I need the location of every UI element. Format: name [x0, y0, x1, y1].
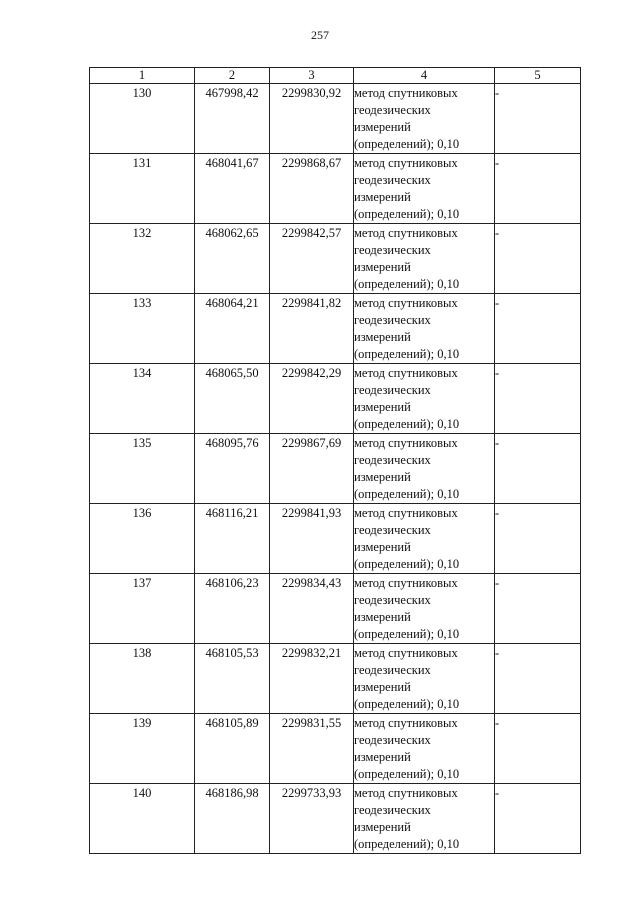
method-line: (определений); 0,10 [354, 627, 460, 641]
method-line: измерений [354, 750, 411, 764]
x-coordinate-cell: 468106,23 [195, 574, 270, 644]
method-cell [354, 154, 495, 224]
x-coordinate-cell: 468065,50 [195, 364, 270, 434]
table-body [90, 84, 581, 854]
point-number-cell: 133 [90, 294, 195, 364]
extra-cell: - [495, 434, 581, 504]
method-line: измерений [354, 470, 411, 484]
method-line: (определений); 0,10 [354, 837, 460, 851]
coordinates-table [89, 67, 581, 854]
method-line: геодезических [354, 593, 431, 607]
method-line: геодезических [354, 803, 431, 817]
method-line: (определений); 0,10 [354, 207, 460, 221]
point-number-cell: 131 [90, 154, 195, 224]
y-coordinate-cell: 2299733,93 [270, 784, 354, 854]
method-cell [354, 574, 495, 644]
method-cell [354, 224, 495, 294]
point-number-cell: 139 [90, 714, 195, 784]
extra-cell: - [495, 714, 581, 784]
method-line: метод спутниковых [354, 226, 458, 240]
extra-cell: - [495, 504, 581, 574]
method-line: метод спутниковых [354, 296, 458, 310]
method-line: геодезических [354, 453, 431, 467]
extra-cell: - [495, 224, 581, 294]
point-number-cell: 134 [90, 364, 195, 434]
table-row [90, 504, 581, 574]
x-coordinate-cell: 468116,21 [195, 504, 270, 574]
method-line: (определений); 0,10 [354, 137, 460, 151]
point-number-cell: 132 [90, 224, 195, 294]
method-line: измерений [354, 120, 411, 134]
x-coordinate-cell: 468095,76 [195, 434, 270, 504]
method-line: измерений [354, 330, 411, 344]
x-coordinate-cell: 468062,65 [195, 224, 270, 294]
method-cell [354, 364, 495, 434]
method-line: геодезических [354, 313, 431, 327]
x-coordinate-cell: 468041,67 [195, 154, 270, 224]
table-row [90, 154, 581, 224]
table-row [90, 364, 581, 434]
x-coordinate-cell: 468105,53 [195, 644, 270, 714]
extra-cell: - [495, 574, 581, 644]
header-cell-4: 4 [354, 68, 495, 84]
x-coordinate-cell: 468105,89 [195, 714, 270, 784]
method-line: измерений [354, 190, 411, 204]
table-row [90, 294, 581, 364]
x-coordinate-cell: 468186,98 [195, 784, 270, 854]
point-number-cell: 130 [90, 84, 195, 154]
table-row [90, 644, 581, 714]
method-line: метод спутниковых [354, 646, 458, 660]
method-line: (определений); 0,10 [354, 417, 460, 431]
extra-cell: - [495, 364, 581, 434]
method-line: метод спутниковых [354, 366, 458, 380]
method-line: измерений [354, 400, 411, 414]
extra-cell: - [495, 644, 581, 714]
table-row [90, 784, 581, 854]
y-coordinate-cell: 2299832,21 [270, 644, 354, 714]
method-line: (определений); 0,10 [354, 767, 460, 781]
method-line: (определений); 0,10 [354, 487, 460, 501]
method-cell [354, 504, 495, 574]
method-cell [354, 294, 495, 364]
page-number: 257 [311, 28, 329, 42]
method-line: метод спутниковых [354, 716, 458, 730]
method-line: геодезических [354, 733, 431, 747]
method-line: геодезических [354, 383, 431, 397]
method-cell [354, 714, 495, 784]
table-row [90, 714, 581, 784]
method-cell [354, 84, 495, 154]
method-line: измерений [354, 540, 411, 554]
method-line: метод спутниковых [354, 786, 458, 800]
method-cell [354, 784, 495, 854]
point-number-cell: 135 [90, 434, 195, 504]
y-coordinate-cell: 2299841,93 [270, 504, 354, 574]
method-line: измерений [354, 260, 411, 274]
y-coordinate-cell: 2299867,69 [270, 434, 354, 504]
method-line: геодезических [354, 523, 431, 537]
method-line: метод спутниковых [354, 506, 458, 520]
method-line: геодезических [354, 103, 431, 117]
method-line: метод спутниковых [354, 156, 458, 170]
extra-cell: - [495, 84, 581, 154]
table-row [90, 84, 581, 154]
x-coordinate-cell: 468064,21 [195, 294, 270, 364]
extra-cell: - [495, 784, 581, 854]
method-line: геодезических [354, 173, 431, 187]
method-line: (определений); 0,10 [354, 697, 460, 711]
header-cell-1: 1 [90, 68, 195, 84]
method-line: (определений); 0,10 [354, 347, 460, 361]
table-row [90, 574, 581, 644]
y-coordinate-cell: 2299842,29 [270, 364, 354, 434]
method-line: метод спутниковых [354, 86, 458, 100]
method-line: (определений); 0,10 [354, 557, 460, 571]
point-number-cell: 136 [90, 504, 195, 574]
table-header-row [90, 68, 581, 84]
point-number-cell: 140 [90, 784, 195, 854]
x-coordinate-cell: 467998,42 [195, 84, 270, 154]
y-coordinate-cell: 2299868,67 [270, 154, 354, 224]
y-coordinate-cell: 2299842,57 [270, 224, 354, 294]
y-coordinate-cell: 2299831,55 [270, 714, 354, 784]
point-number-cell: 137 [90, 574, 195, 644]
method-line: геодезических [354, 663, 431, 677]
header-cell-2: 2 [195, 68, 270, 84]
header-cell-5: 5 [495, 68, 581, 84]
method-line: геодезических [354, 243, 431, 257]
method-cell [354, 434, 495, 504]
point-number-cell: 138 [90, 644, 195, 714]
method-line: измерений [354, 820, 411, 834]
extra-cell: - [495, 154, 581, 224]
method-line: метод спутниковых [354, 576, 458, 590]
y-coordinate-cell: 2299841,82 [270, 294, 354, 364]
table-row [90, 224, 581, 294]
y-coordinate-cell: 2299834,43 [270, 574, 354, 644]
method-line: измерений [354, 610, 411, 624]
y-coordinate-cell: 2299830,92 [270, 84, 354, 154]
header-cell-3: 3 [270, 68, 354, 84]
table-row [90, 434, 581, 504]
method-line: измерений [354, 680, 411, 694]
extra-cell: - [495, 294, 581, 364]
method-line: метод спутниковых [354, 436, 458, 450]
method-line: (определений); 0,10 [354, 277, 460, 291]
method-cell [354, 644, 495, 714]
